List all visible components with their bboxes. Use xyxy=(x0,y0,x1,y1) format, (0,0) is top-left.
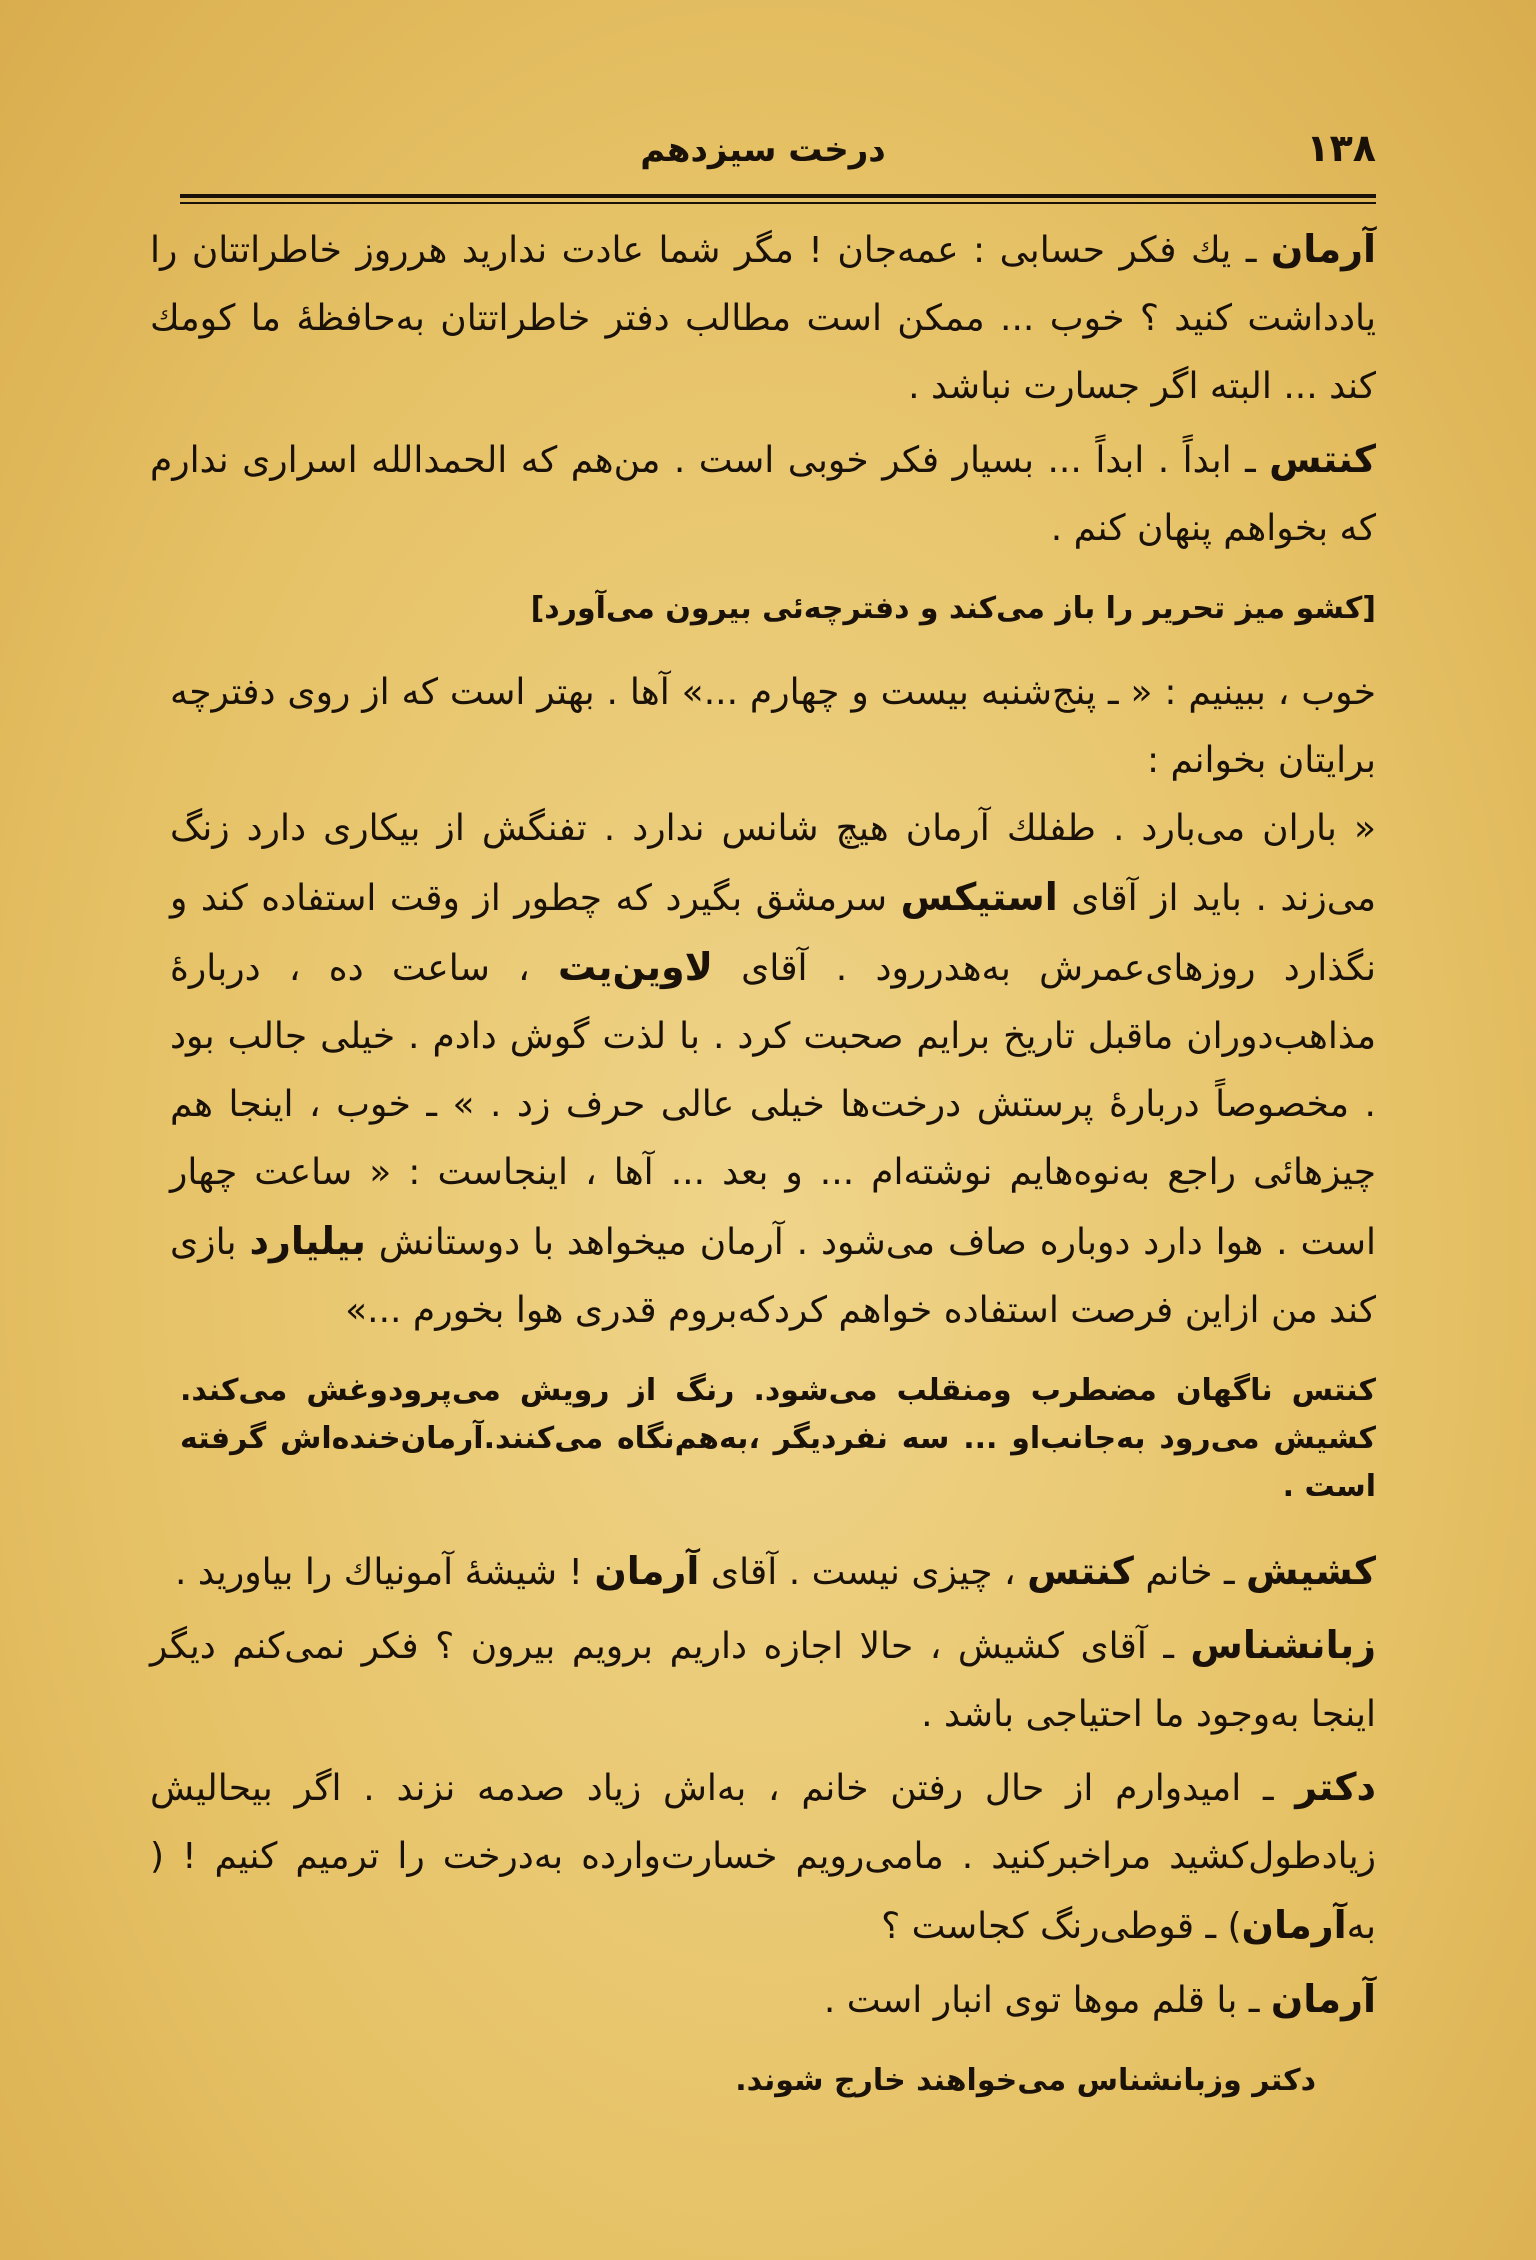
diary-intro: خوب ، ببینیم : « ـ پنج‌شنبه بیست و چهارم ...» آها . بهتر است که از روی دفترچه برایتان بخوانم : xyxy=(170,672,1376,781)
speaker-name: کنتس xyxy=(1269,437,1376,481)
stage-direction-2: کنتس ناگهان مضطرب ومنقلب می‌شود. رنگ از رویش می‌پرودوغش می‌کند. کشیش می‌رود به‌جانب‌او ... سه نفردیگر ،به‌هم‌نگاه می‌کنند.آرمان‌خنده‌اش گرفته است . xyxy=(180,1373,1376,1504)
page-content xyxy=(150,0,1376,2260)
dialog-armand-1 xyxy=(150,215,1376,421)
diary-text-b: سرمشق بگیرد که چطور از وقت استفاده کند و نگذارد روزهای‌عمرش به‌هدررود . آقای xyxy=(170,878,1376,989)
stage-direction-1: [کشو میز تحریر را باز می‌کند و دفترچه‌ئی بیرون می‌آورد] xyxy=(530,591,1376,626)
dialog-name-armand: آرمان xyxy=(1241,1903,1347,1947)
dialog-text-b: ) ـ قوطی‌رنگ کجاست ؟ xyxy=(881,1906,1242,1947)
speaker-name: آرمان xyxy=(1270,1977,1376,2021)
speaker-name: آرمان xyxy=(1270,227,1377,271)
dialog-text: ـ آقای کشیش ، حالا اجازه داریم برویم بیرون ؟ فکر نمی‌کنم دیگر اینجا به‌وجود ما احتیاجی باشد . xyxy=(150,1626,1376,1735)
dialog-linguist xyxy=(150,1611,1376,1749)
speaker-name: زبانشناس xyxy=(1190,1623,1376,1667)
diary-reading xyxy=(150,659,1376,1345)
dialog-name-countess: کنتس xyxy=(1027,1549,1134,1593)
header-rule-thick xyxy=(180,194,1376,198)
dialog-text: ـ يك فكر حسابی : عمه‌جان ! مگر شما عادت ندارید هرروز خاطراتتان را یادداشت کنید ؟ خوب ... ممکن است مطالب دفتر خاطراتتان به‌حافظهٔ ما کومك کند ... البته اگر جسارت نباشد . xyxy=(150,230,1376,407)
diary-text-a: « باران می‌بارد . طفلك آرمان هیچ شانس ندارد . تفنگش از بیکاری دارد زنگ می‌زند . باید از آقای xyxy=(170,808,1376,919)
speaker-name: دکتر xyxy=(1295,1765,1376,1809)
header-rule-thin xyxy=(180,202,1376,204)
diary-text-d: بازی کند من ازاین فرصت استفاده خواهم کردکه‌بروم قدری هوا بخورم ...» xyxy=(170,1222,1376,1331)
speaker-name: کشیش xyxy=(1246,1549,1376,1593)
diary-entry xyxy=(170,795,1376,1345)
running-title: درخت سیزدهم xyxy=(640,130,886,170)
dialog-armand-2 xyxy=(150,1965,1376,2035)
dialog-doctor xyxy=(150,1753,1376,1961)
page-header xyxy=(150,118,1376,188)
dialog-text-b: ، چیزی نیست . آقای xyxy=(699,1552,1028,1593)
dialog-text: ـ با قلم موها توی انبار است . xyxy=(823,1980,1260,2021)
dialog-priest xyxy=(150,1537,1376,1607)
diary-name-lavignette: لاوین‌یت xyxy=(558,945,713,989)
dialog-text-c: ! شیشهٔ آمونیاك را بیاورید . xyxy=(175,1552,595,1593)
body-text xyxy=(150,215,1376,2131)
dialog-text-a: ـ امیدوارم از حال رفتن خانم ، به‌اش زیاد صدمه نزند . اگر بیحالیش زیادطول‌کشید مراخبرکنید . مامی‌رویم خسارت‌وارده به‌درخت را ترمیم کنیم ! ( به‌ xyxy=(150,1768,1376,1947)
dialog-countess-1 xyxy=(150,425,1376,563)
diary-text-c: ، ساعت ده ، دربارهٔ مذاهب‌دوران ماقبل تاریخ برایم صحبت کرد . با لذت گوش دادم . خیلی جالب بود . مخصوصاً دربارهٔ پرستش درخت‌ها خیلی عالی حرف زد . » ـ خوب ، اینجا هم چیزهائی راجع به‌نوه‌هایم نوشته‌ام ... و بعد ... آها ، اینجاست : « ساعت چهار است . هوا دارد دوباره صاف می‌شود . آرمان میخواهد با دوستانش xyxy=(170,948,1376,1263)
dialog-name-armand: آرمان xyxy=(594,1549,700,1593)
stage-direction-3: دکتر وزبانشناس می‌خواهند خارج شوند. xyxy=(735,2063,1316,2098)
diary-name-styx: استیکس xyxy=(900,875,1058,919)
diary-word-billiard: بیلیارد xyxy=(249,1219,366,1263)
page-number: ۱۳۸ xyxy=(1306,126,1376,170)
dialog-text: ـ ابداً . ابداً ... بسیار فکر خوبی است . من‌هم که الحمدالله اسراری ندارم که بخواهم پنهان کنم . xyxy=(150,440,1376,549)
dialog-text-a: ـ خانم xyxy=(1133,1552,1235,1593)
